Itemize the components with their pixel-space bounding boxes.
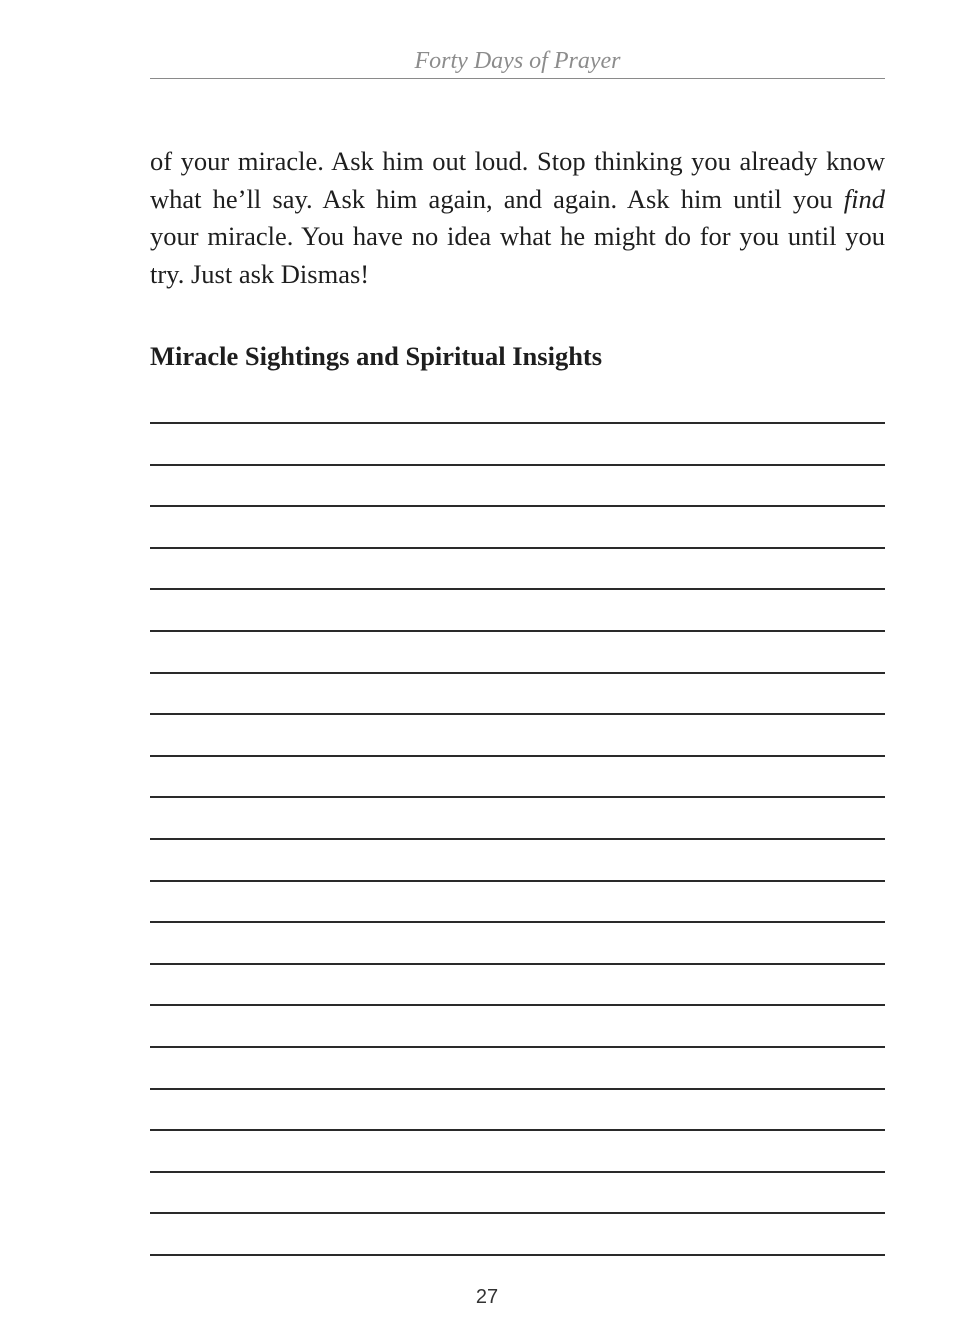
writing-line	[150, 1171, 885, 1173]
body-text-part-1: of your miracle. Ask him out loud. Stop thinking you already know what he’ll say. Ask him again, and again. Ask him until you	[150, 146, 885, 214]
writing-line	[150, 1212, 885, 1214]
writing-line	[150, 505, 885, 507]
writing-line	[150, 630, 885, 632]
body-text-part-2: your miracle. You have no idea what he might do for you until you try. Just ask Dismas!	[150, 221, 885, 289]
writing-lines	[150, 0, 885, 1260]
body-italic-word: find	[843, 183, 885, 214]
writing-line	[150, 796, 885, 798]
writing-line	[150, 921, 885, 923]
page-number: 27	[475, 1286, 499, 1308]
section-heading: Miracle Sightings and Spiritual Insights	[150, 341, 603, 371]
running-title: Forty Days of Prayer	[414, 48, 621, 74]
writing-line	[150, 1129, 885, 1131]
writing-line	[150, 672, 885, 674]
writing-line	[150, 547, 885, 549]
writing-line	[150, 1004, 885, 1006]
writing-line	[150, 422, 885, 424]
writing-line	[150, 464, 885, 466]
writing-line	[150, 880, 885, 882]
writing-line	[150, 1088, 885, 1090]
writing-line	[150, 963, 885, 965]
writing-line	[150, 713, 885, 715]
writing-line	[150, 838, 885, 840]
writing-line	[150, 1046, 885, 1048]
writing-line	[150, 588, 885, 590]
writing-line	[150, 1254, 885, 1256]
writing-line	[150, 755, 885, 757]
